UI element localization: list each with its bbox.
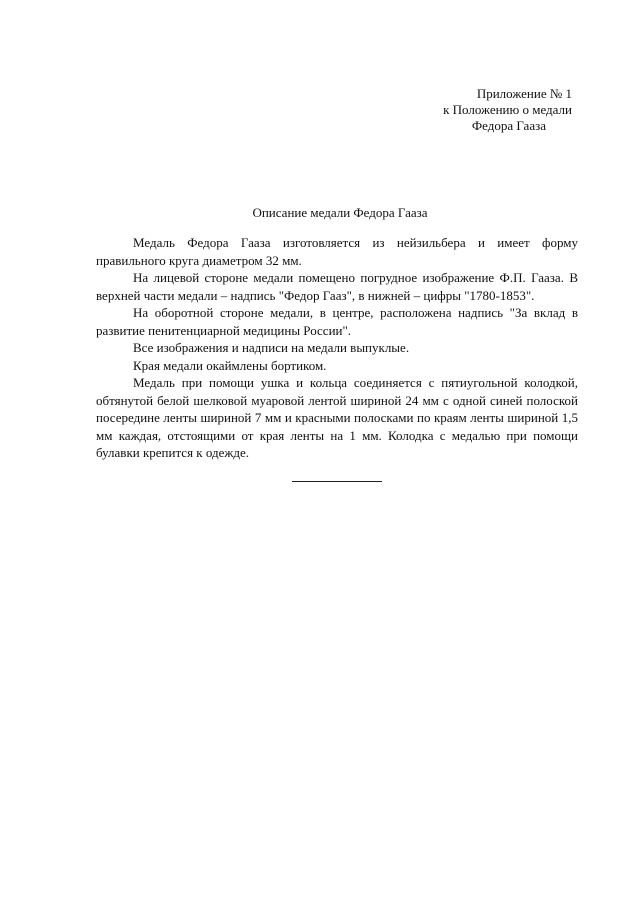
paragraph-rim: Края медали окаймлены бортиком. (133, 357, 327, 373)
appendix-medal-name: Федора Гааза (471, 118, 546, 133)
appendix-regulation-ref: к Положению о медали (443, 102, 572, 117)
appendix-number: Приложение № 1 (476, 86, 572, 101)
separator-line (292, 481, 382, 482)
document-title: Описание медали Федора Гааза (252, 205, 428, 220)
document-body (96, 234, 578, 462)
paragraph-relief: Все изображения и надписи на медали выпуклые. (133, 340, 410, 355)
paragraph-material: Медаль Федора Гааза изготовляется из нейзильбера и имеет форму правильного круга диаметром 32 мм. (96, 235, 578, 268)
paragraph-obverse: На лицевой стороне медали помещено погрудное изображение Ф.П. Гааза. В верхней части медали – надпись "Федор Гааз", в нижней – цифры "1780-1853". (96, 270, 578, 303)
paragraph-reverse: На оборотной стороне медали, в центре, расположена надпись "За вклад в развитие пенитенциарной медицины России". (96, 305, 578, 338)
paragraph-ribbon: Медаль при помощи ушка и кольца соединяется с пятиугольной колодкой, обтянутой белой шелковой муаровой лентой шириной 24 мм с одной синей полоской посередине ленты шириной 7 мм и красными полосками по краям ленты шириной 1,5 мм каждая, отстоящими от края ленты на 1 мм. Колодка с медалью при помощи булавки крепится к одежде. (96, 375, 578, 460)
appendix-header (443, 86, 572, 134)
